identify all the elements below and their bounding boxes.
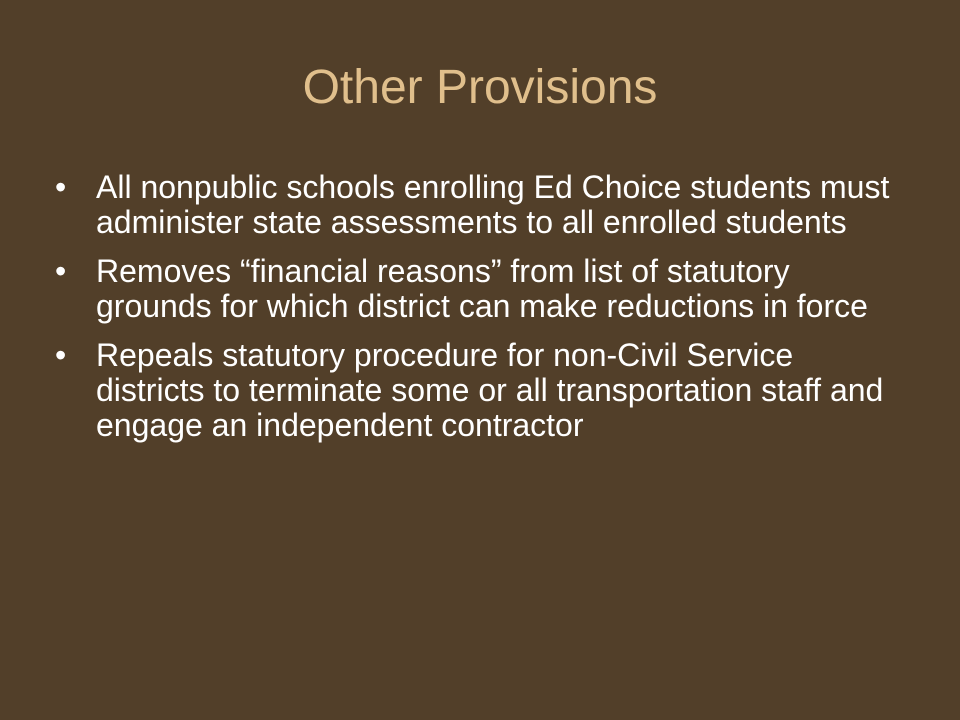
- bullet-icon: •: [55, 337, 67, 373]
- bullet-item: [55, 338, 895, 443]
- bullet-text: All nonpublic schools enrolling Ed Choice students must administer state assessments to all enrolled students: [96, 169, 890, 240]
- bullet-text: Repeals statutory procedure for non-Civil Service districts to terminate some or all transportation staff and engage an independent contractor: [96, 337, 884, 443]
- bullet-list: [55, 170, 895, 457]
- bullet-icon: •: [55, 253, 67, 289]
- slide-title: Other Provisions: [302, 61, 658, 114]
- bullet-icon: •: [55, 169, 67, 205]
- bullet-item: [55, 170, 895, 240]
- bullet-text: Removes “financial reasons” from list of statutory grounds for which district can make reductions in force: [96, 253, 868, 324]
- bullet-item: [55, 254, 895, 324]
